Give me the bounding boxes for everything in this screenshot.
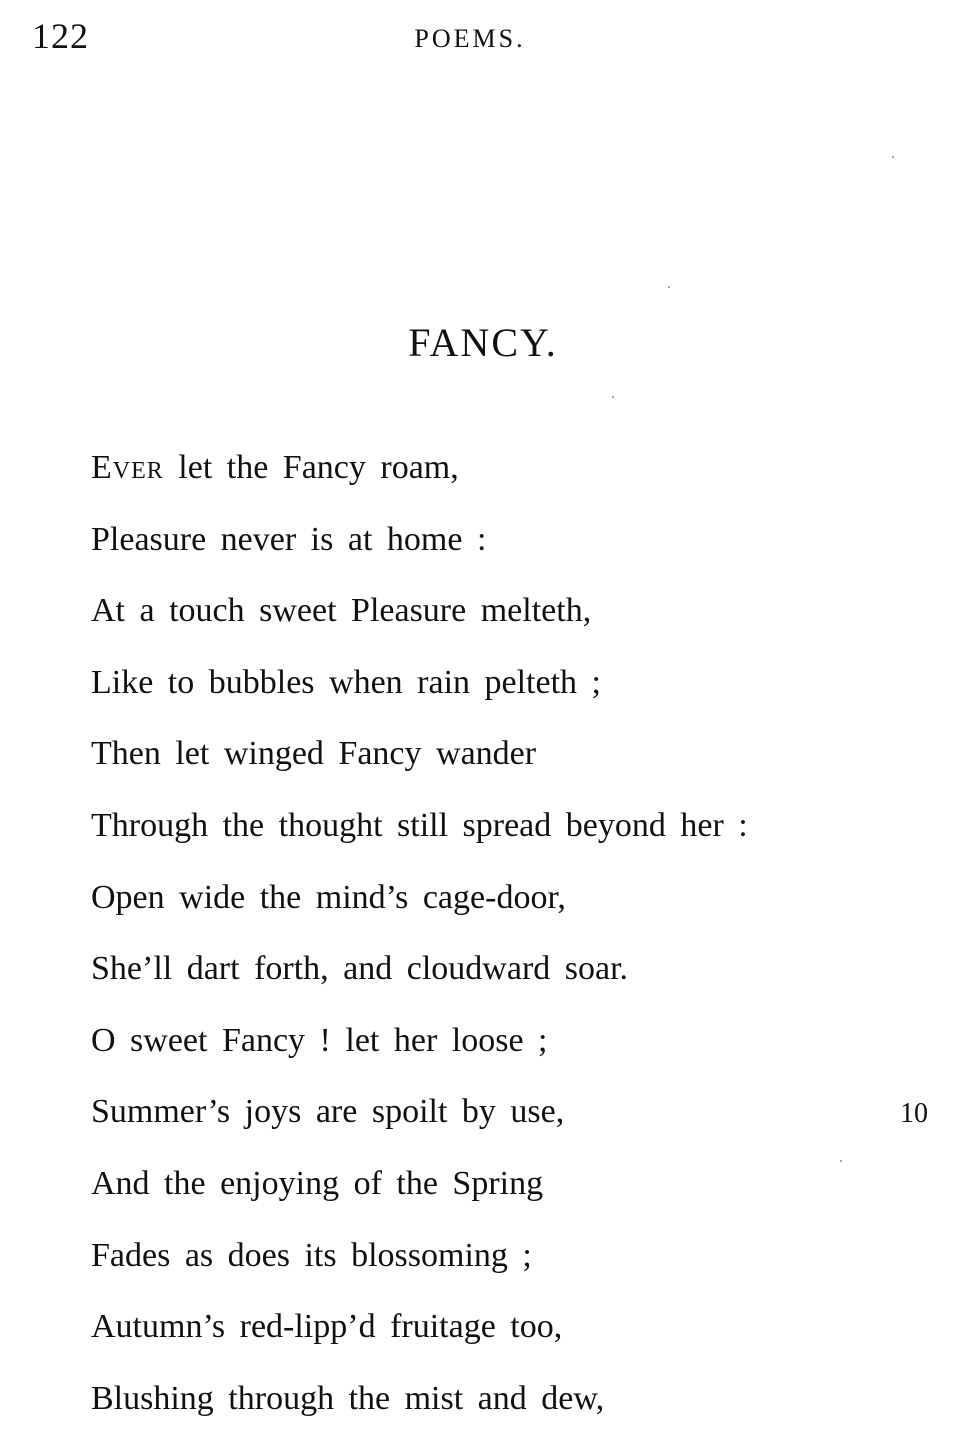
poem-line: Through the thought still spread beyond her : <box>91 806 748 844</box>
page-number: 122 <box>32 16 89 56</box>
poem-line <box>91 1086 951 1158</box>
poem-first-word: Ever <box>91 449 164 486</box>
poem-line: Then let winged Fancy wander <box>91 735 537 773</box>
poem-line-text: let the Fancy roam, <box>163 449 459 486</box>
paper-speck <box>668 286 670 288</box>
poem-line: She’ll dart forth, and cloudward soar. <box>91 950 629 988</box>
poem-line-text: Summer’s joys are spoilt by use, <box>91 1093 565 1131</box>
poem-line: Pleasure never is at home : <box>91 520 487 558</box>
poem-line: Blushing through the mist and dew, <box>91 1379 605 1417</box>
poem-line: O sweet Fancy ! let her loose ; <box>91 1021 548 1059</box>
poem-line <box>91 442 951 514</box>
paper-speck <box>892 156 894 158</box>
poem-line: Autumn’s red-lipp’d fruitage too, <box>91 1308 563 1346</box>
poem-title: FANCY. <box>408 320 558 365</box>
poem-line: At a touch sweet Pleasure melteth, <box>91 592 592 630</box>
poem-line: Like to bubbles when rain pelteth ; <box>91 663 601 701</box>
poem-body <box>91 442 951 1444</box>
running-head: POEMS. <box>414 24 526 53</box>
line-number: 10 <box>900 1098 928 1130</box>
poem-line: Fades as does its blossoming ; <box>91 1236 532 1274</box>
paper-speck <box>612 396 614 398</box>
poem-line: Open wide the mind’s cage-door, <box>91 878 566 916</box>
poem-line: And the enjoying of the Spring <box>91 1164 544 1202</box>
